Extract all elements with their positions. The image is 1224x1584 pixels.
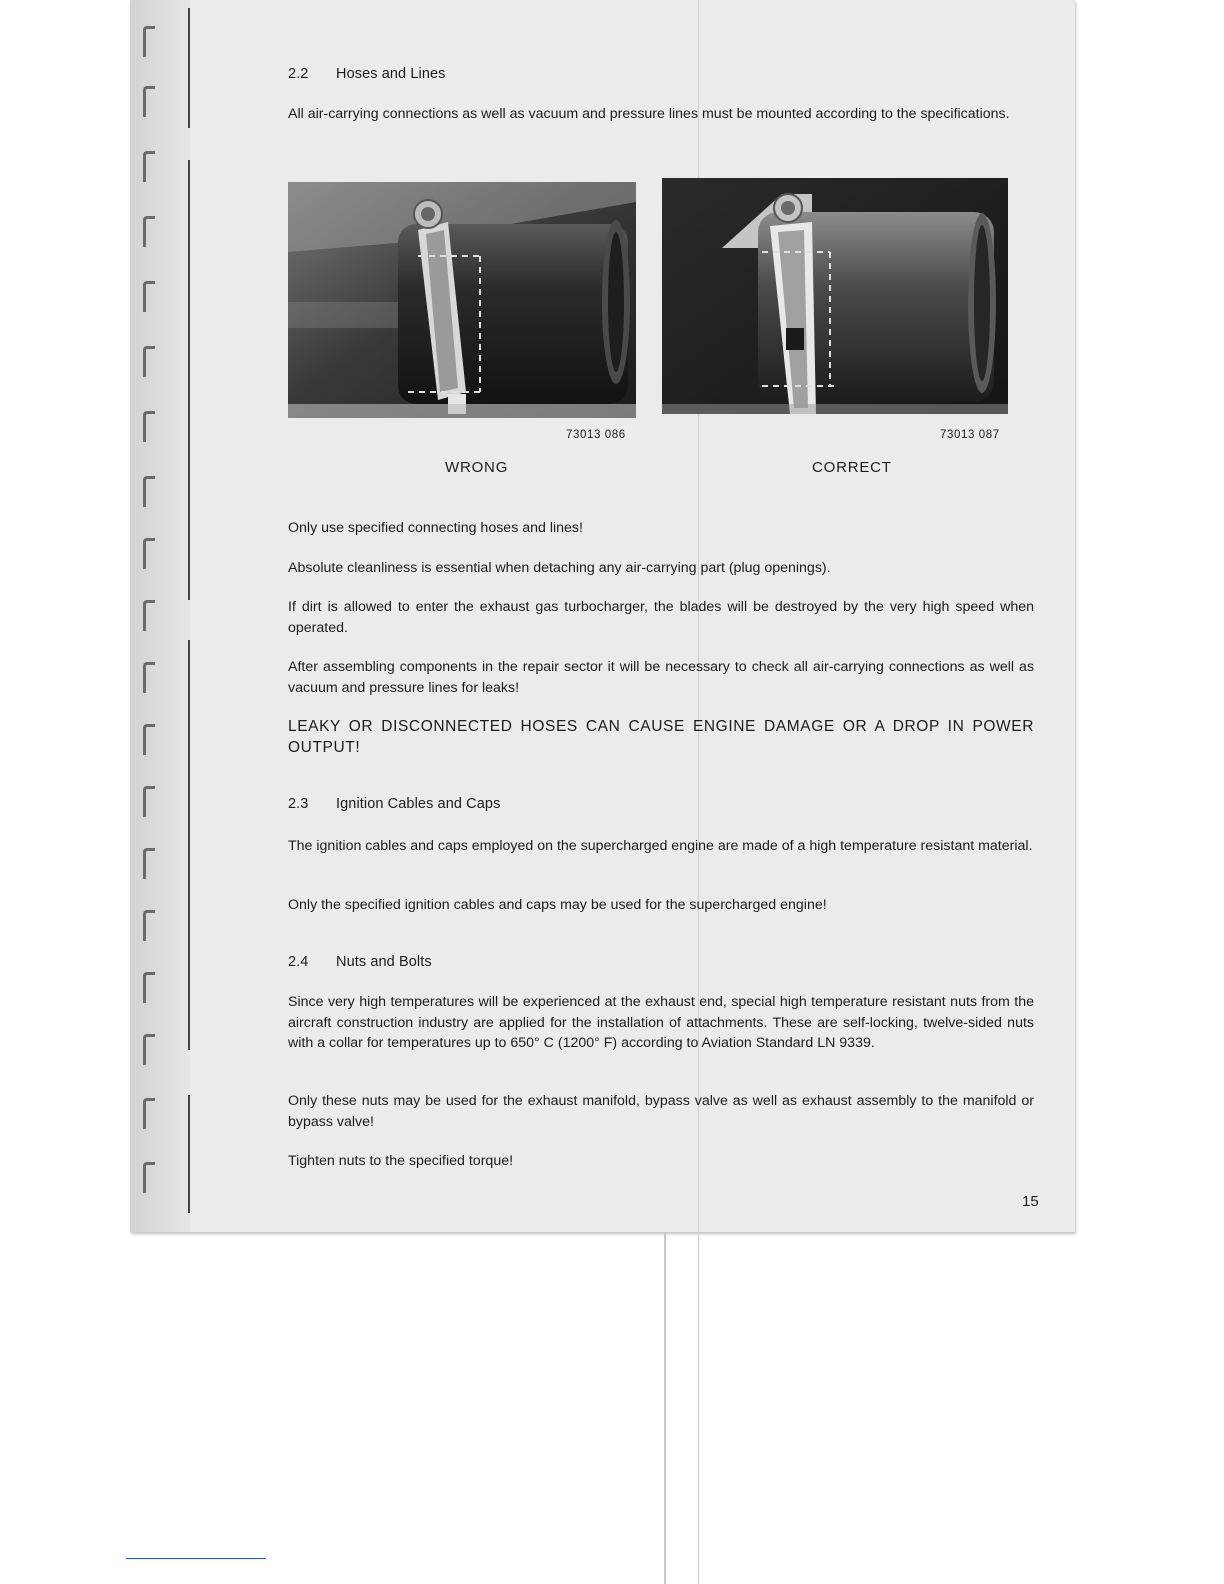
section-number: 2.3 xyxy=(288,796,309,812)
binding-ring xyxy=(138,966,158,1006)
binding-ring xyxy=(138,340,158,380)
photo-correct-hose-clamp xyxy=(662,178,1008,414)
binding-ring xyxy=(138,210,158,250)
caption-wrong: WRONG xyxy=(445,459,509,476)
warning-text: LEAKY OR DISCONNECTED HOSES CAN CAUSE ENGINE DAMAGE OR A DROP IN POWER OUTPUT! xyxy=(288,718,1034,756)
paragraph: Absolute cleanliness is essential when detaching any air-carrying part (plug openings). xyxy=(288,560,831,576)
binding-ring xyxy=(138,904,158,944)
footnote-rule xyxy=(126,1558,266,1559)
margin-rule xyxy=(188,8,190,128)
section-heading-2-2 xyxy=(288,66,446,82)
intro-paragraph: All air-carrying connections as well as vacuum and pressure lines must be mounted according to the specifications. xyxy=(288,106,1010,122)
paragraph: The ignition cables and caps employed on the supercharged engine are made of a high temperature resistant material. xyxy=(288,838,1033,854)
binding-ring xyxy=(138,275,158,315)
page-number: 15 xyxy=(1022,1193,1039,1210)
binding-ring xyxy=(138,470,158,510)
paragraph: After assembling components in the repair sector it will be necessary to check all air-carrying connections as well as vacuum and pressure lines for leaks! xyxy=(288,659,1034,696)
binding-ring xyxy=(138,656,158,696)
section-number: 2.4 xyxy=(288,954,309,970)
photo-wrong-hose-clamp xyxy=(288,182,636,418)
margin-rule xyxy=(188,160,190,600)
paragraph: Only the specified ignition cables and caps may be used for the supercharged engine! xyxy=(288,897,827,913)
section-title: Ignition Cables and Caps xyxy=(336,796,501,812)
binding-ring xyxy=(138,1156,158,1196)
section-title: Nuts and Bolts xyxy=(336,954,432,970)
scan-fold-line xyxy=(664,1232,666,1584)
binding-ring xyxy=(138,780,158,820)
margin-rule xyxy=(188,1095,190,1213)
paragraph: Only use specified connecting hoses and lines! xyxy=(288,520,583,536)
binding-ring xyxy=(138,532,158,572)
caption-correct: CORRECT xyxy=(812,459,892,476)
section-heading-2-4 xyxy=(288,954,432,970)
section-heading-2-3 xyxy=(288,796,500,812)
binding-ring xyxy=(138,1028,158,1068)
photo-number-correct: 73013 087 xyxy=(940,429,1000,441)
photo-number-wrong: 73013 086 xyxy=(566,429,626,441)
paragraph: If dirt is allowed to enter the exhaust gas turbocharger, the blades will be destroyed by the very high speed when operated. xyxy=(288,599,1034,636)
binding-ring xyxy=(138,594,158,634)
binding-ring xyxy=(138,405,158,445)
section-number: 2.2 xyxy=(288,66,309,82)
binding-ring xyxy=(138,80,158,120)
paragraph: Since very high temperatures will be experienced at the exhaust end, special high temperature resistant nuts from the aircraft construction industry are applied for the installation of attachments. These are self-locking, twelve-sided nuts with a collar for temperatures up to 650° C (1200° F) according to Aviation Standard LN 9339. xyxy=(288,994,1034,1051)
paragraph: Tighten nuts to the specified torque! xyxy=(288,1153,514,1169)
binding-ring xyxy=(138,20,158,60)
binding-ring xyxy=(138,718,158,758)
binding-ring xyxy=(138,842,158,882)
binding-ring xyxy=(138,145,158,185)
section-title: Hoses and Lines xyxy=(336,66,446,82)
margin-rule xyxy=(188,640,190,1050)
paragraph: Only these nuts may be used for the exhaust manifold, bypass valve as well as exhaust assembly to the manifold or bypass valve! xyxy=(288,1093,1034,1130)
binding-ring xyxy=(138,1092,158,1132)
